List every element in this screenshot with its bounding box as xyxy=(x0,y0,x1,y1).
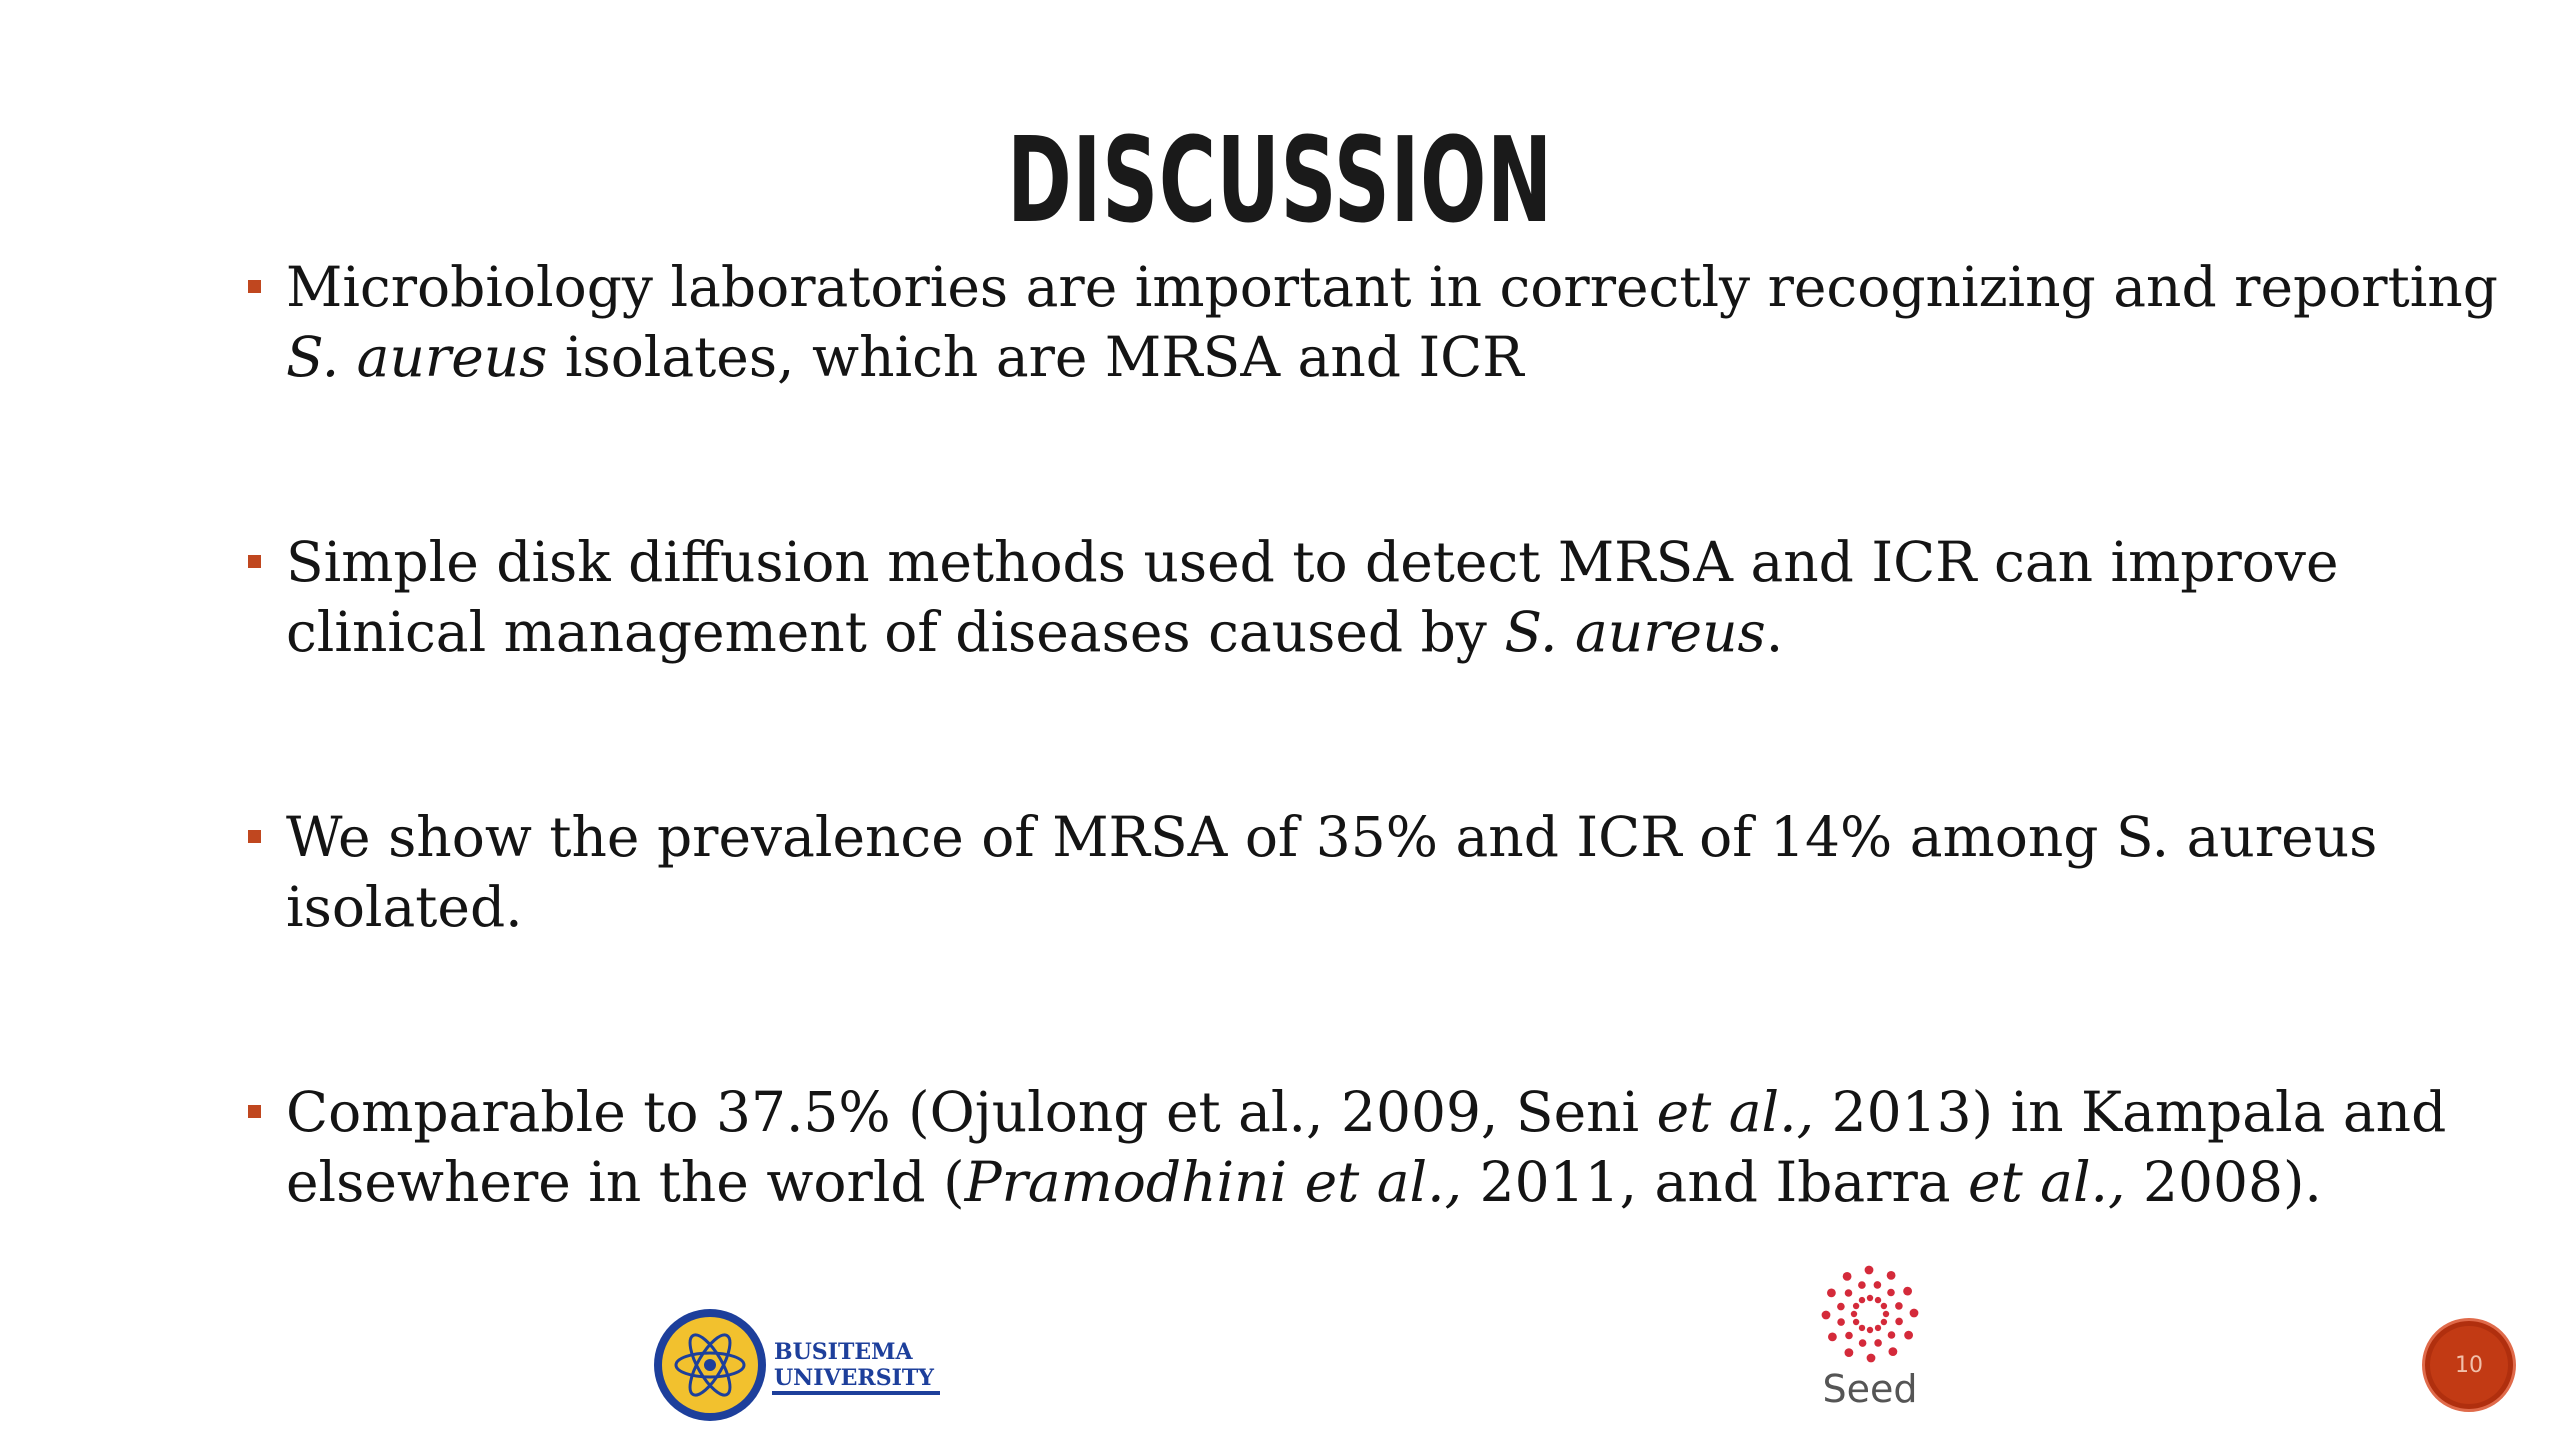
seed-dot xyxy=(1887,1271,1896,1280)
bullet-marker-icon xyxy=(248,830,261,843)
bullet-italic-segment: S. aureus xyxy=(286,325,548,389)
bullet-segment: 2008). xyxy=(2125,1150,2322,1214)
bullet-text xyxy=(286,805,2377,939)
bullet-marker-icon xyxy=(248,280,261,293)
seed-dot xyxy=(1889,1347,1898,1356)
seed-dot xyxy=(1883,1311,1889,1317)
seed-dot xyxy=(1888,1331,1896,1339)
seed-burst-icon xyxy=(1800,1262,1940,1367)
seed-global-health-logo xyxy=(1800,1262,1940,1427)
bullet-marker-icon xyxy=(248,1105,261,1118)
bullet-item xyxy=(248,252,2498,392)
seed-dot xyxy=(1837,1303,1845,1311)
busitema-gear-icon xyxy=(654,1309,766,1421)
bullet-segment: . xyxy=(1765,600,1784,664)
bullet-italic-segment: et al., xyxy=(1656,1080,1815,1144)
bullet-item xyxy=(248,1077,2498,1217)
slide-title: DISCUSSION xyxy=(1007,111,1553,249)
bullet-segment: Simple disk diffusion methods used to detect MRSA and ICR can improve clinical management of diseases caused by xyxy=(286,530,2339,664)
seed-dot xyxy=(1851,1311,1857,1317)
seed-dot xyxy=(1874,1339,1882,1347)
bullet-marker-icon xyxy=(248,555,261,568)
seed-dot xyxy=(1895,1302,1903,1310)
bullet-segment: Comparable to 37.5% (Ojulong et al., 2009, Seni xyxy=(286,1080,1657,1144)
seed-dot xyxy=(1859,1325,1865,1331)
seed-dot xyxy=(1903,1287,1912,1296)
bullet-italic-segment: et al., xyxy=(1968,1150,2126,1214)
seed-dot xyxy=(1859,1297,1865,1303)
seed-dot xyxy=(1828,1333,1837,1342)
seed-dot xyxy=(1910,1309,1919,1318)
bullet-text xyxy=(286,255,2498,389)
seed-dot xyxy=(1853,1303,1859,1309)
seed-dot xyxy=(1845,1289,1853,1297)
seed-dot xyxy=(1867,1295,1873,1301)
bullet-list xyxy=(248,252,2498,1217)
seed-dot xyxy=(1867,1327,1873,1333)
seed-dot xyxy=(1827,1289,1836,1298)
seed-dot xyxy=(1881,1303,1887,1309)
seed-dot xyxy=(1867,1354,1876,1363)
seed-dot xyxy=(1881,1319,1887,1325)
seed-dot xyxy=(1822,1311,1831,1320)
bullet-text xyxy=(286,1080,2446,1214)
seed-dot xyxy=(1858,1281,1866,1289)
bullet-segment: 2011, and Ibarra xyxy=(1462,1150,1969,1214)
seed-logo-text: Seed xyxy=(1822,1367,1918,1411)
seed-dot xyxy=(1845,1348,1854,1357)
seed-dot xyxy=(1853,1319,1859,1325)
bullet-italic-segment: Pramodhini et al., xyxy=(964,1150,1463,1214)
bullet-segment: We show the prevalence of MRSA of 35% and ICR of 14% among S. aureus isolated. xyxy=(286,805,2378,939)
seed-dot xyxy=(1837,1318,1845,1326)
busitema-university: UNIVERSITY xyxy=(774,1365,934,1391)
seed-dot xyxy=(1845,1332,1853,1340)
bullet-segment: isolates, which are MRSA and ICR xyxy=(547,325,1524,389)
page-number-badge: 10 xyxy=(2422,1318,2516,1412)
seed-dot xyxy=(1843,1272,1852,1281)
seed-dot xyxy=(1874,1281,1882,1289)
seed-dot xyxy=(1865,1266,1874,1275)
bullet-item xyxy=(248,802,2498,942)
busitema-name: BUSITEMA xyxy=(774,1339,913,1365)
seed-dot xyxy=(1875,1297,1881,1303)
busitema-university-logo xyxy=(650,1305,950,1425)
seed-dot xyxy=(1895,1318,1903,1326)
seed-dot xyxy=(1875,1325,1881,1331)
bullet-italic-segment: S. aureus xyxy=(1504,600,1766,664)
seed-dot xyxy=(1904,1331,1913,1340)
bullet-text xyxy=(286,530,2339,664)
bullet-segment: Microbiology laboratories are important in correctly recognizing and reporting xyxy=(286,255,2498,319)
seed-dot xyxy=(1859,1339,1867,1347)
bullet-segment: 2013) in Kampala and elsewhere in the world ( xyxy=(286,1080,2447,1214)
seed-dot xyxy=(1887,1289,1895,1297)
bullet-item xyxy=(248,527,2498,667)
